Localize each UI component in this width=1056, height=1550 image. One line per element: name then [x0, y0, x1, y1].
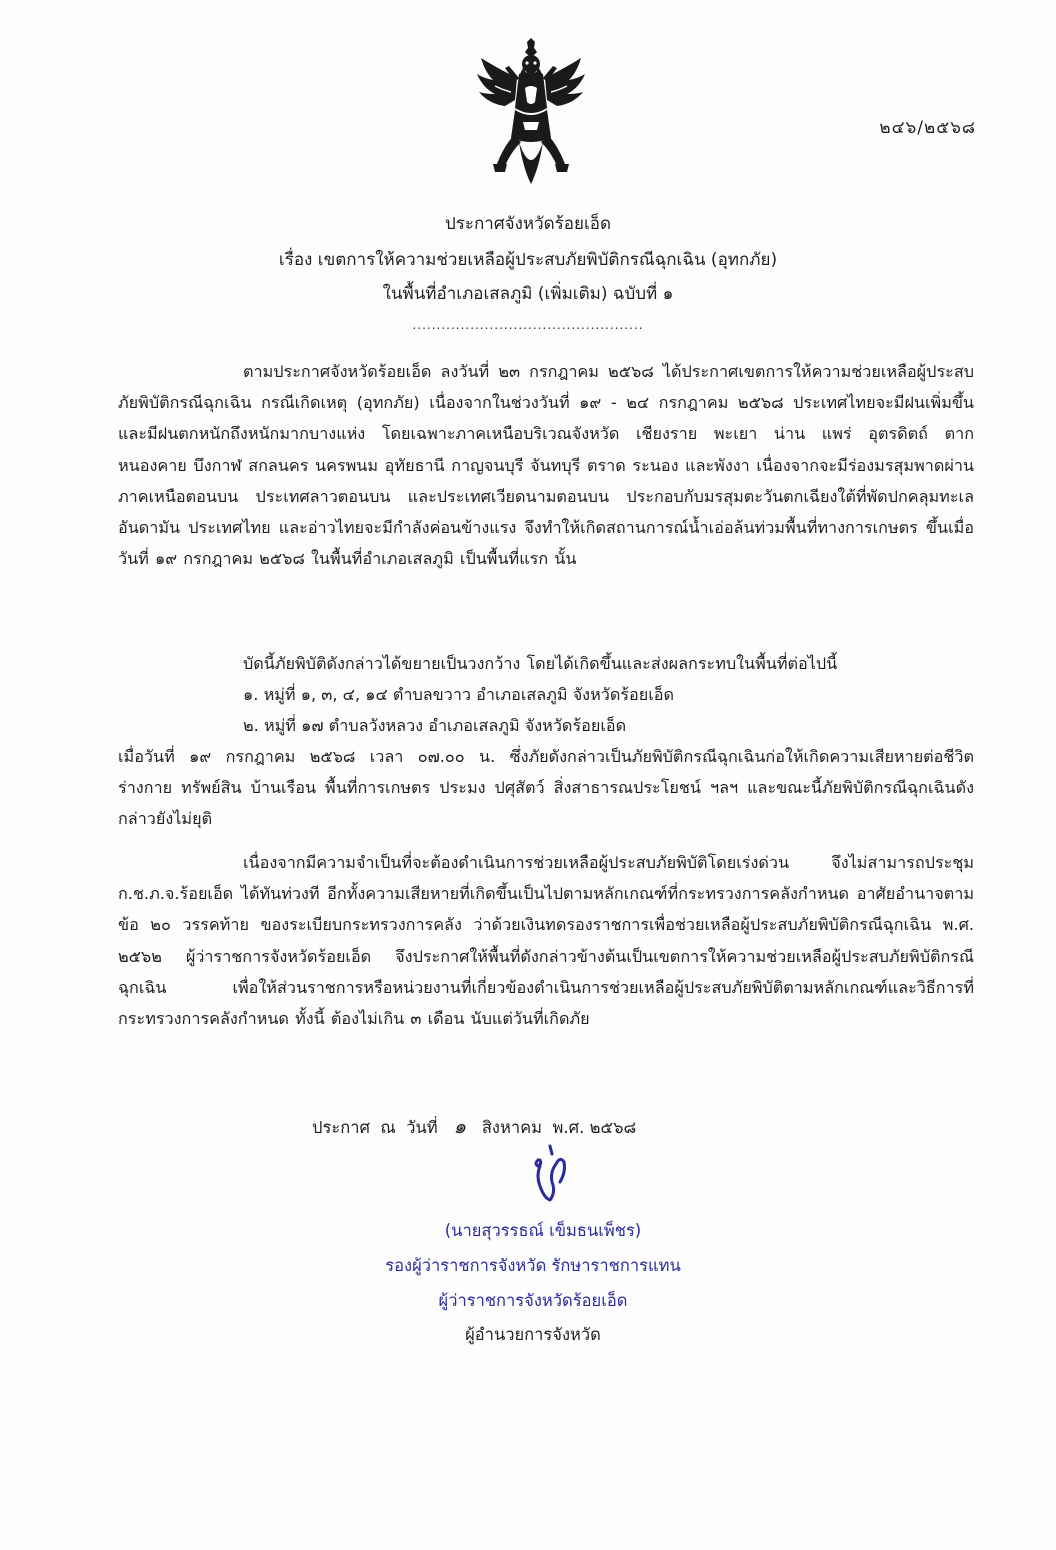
list-item: ๒. หมู่ที่ ๑๗ ตำบลวังหลวง อำเภอเสลภูมิ จังหวัดร้อยเอ็ด — [243, 716, 627, 736]
body-paragraph-2: บัดนี้ภัยพิบัติดังกล่าวได้ขยายเป็นวงกว้าง โดยได้เกิดขึ้นและส่งผลกระทบในพื้นที่ต่อไปนี้ — [243, 654, 838, 673]
announcement-subject-line2: ในพื้นที่อำเภอเสลภูมิ (เพิ่มเติม) ฉบับที่ ๑ — [382, 284, 674, 304]
announcement-subject: เรื่อง เขตการให้ความช่วยเหลือผู้ประสบภัยพิบัติกรณีฉุกเฉิน (อุทกภัย) — [278, 250, 778, 270]
signatory-role: ผู้อำนวยการจังหวัด — [465, 1325, 601, 1344]
signatory-name: (นายสุวรรธณ์ เข็มธนเพ็ชร) — [444, 1221, 642, 1240]
announcement-title: ประกาศจังหวัดร้อยเอ็ด — [444, 214, 612, 234]
heading-separator: ................................................ — [412, 318, 644, 332]
signatory-title: ผู้ว่าราชการจังหวัดร้อยเอ็ด — [438, 1291, 628, 1310]
list-item: ๑. หมู่ที่ ๑, ๓, ๔, ๑๔ ตำบลขวาว อำเภอเสลภูมิ จังหวัดร้อยเอ็ด — [243, 685, 675, 704]
garuda-emblem-icon — [475, 38, 587, 188]
handwritten-signature-icon — [520, 1142, 580, 1214]
affected-area-list — [118, 679, 974, 741]
date-day: ๑ — [453, 1114, 467, 1138]
body-paragraph-3: เมื่อวันที่ ๑๙ กรกฎาคม ๒๕๖๘ เวลา ๐๗.๐๐ น. ซึ่งภัยดังกล่าวเป็นภัยพิบัติกรณีฉุกเฉินก่อให้เกิดความเสียหายต่อชีวิต ร่างกาย ทรัพย์สิน บ้านเรือน พื้นที่การเกษตร ประมง ปศุสัตว์ สิ่งสาธารณประโยชน์ ฯลฯ และขณะนี้ภัยพิบัติกรณีฉุกเฉินดังกล่าวยังไม่ยุติ — [118, 747, 974, 829]
body-paragraph-4: เนื่องจากมีความจำเป็นที่จะต้องดำเนินการช่วยเหลือผู้ประสบภัยพิบัติโดยเร่งด่วน จึงไม่สามารถประชุม ก.ช.ภ.จ.ร้อยเอ็ด ได้ทันท่วงที อีกทั้งความเสียหายที่เกิดขึ้นเป็นไปตามหลักเกณฑ์ที่กระทรวงการคลังกำหนด อาศัยอำนาจตาม ข้อ ๒๐ วรรคท้าย ของระเบียบกระทรวงการคลัง ว่าด้วยเงินทดรองราชการเพื่อช่วยเหลือผู้ประสบภัยพิบัติกรณีฉุกเฉิน พ.ศ. ๒๕๖๒ ผู้ว่าราชการจังหวัดร้อยเอ็ด จึงประกาศให้พื้นที่ดังกล่าวข้างต้นเป็นเขตการให้ความช่วยเหลือผู้ประสบภัยพิบัติกรณีฉุกเฉิน เพื่อให้ส่วนราชการหรือหน่วยงานที่เกี่ยวข้องดำเนินการช่วยเหลือผู้ประสบภัยพิบัติตามหลักเกณฑ์และวิธีการที่กระทรวงการคลังกำหนด ทั้งนี้ ต้องไม่เกิน ๓ เดือน นับแต่วันที่เกิดภัย — [118, 853, 974, 1029]
date-month-year: สิงหาคม พ.ศ. ๒๕๖๘ — [481, 1118, 637, 1137]
announcement-date — [312, 1110, 636, 1142]
signatory-title: รองผู้ว่าราชการจังหวัด รักษาราชการแทน — [385, 1256, 681, 1275]
document-number: ๒๔๖/๒๕๖๘ — [879, 118, 976, 138]
body-paragraph-1: ตามประกาศจังหวัดร้อยเอ็ด ลงวันที่ ๒๓ กรกฎาคม ๒๕๖๘ ได้ประกาศเขตการให้ความช่วยเหลือผู้ประสบภัยพิบัติกรณีฉุกเฉิน กรณีเกิดเหตุ (อุทกภัย) เนื่องจากในช่วงวันที่ ๑๙ - ๒๔ กรกฎาคม ๒๕๖๘ ประเทศไทยจะมีฝนเพิ่มขึ้น และมีฝนตกหนักถึงหนักมากบางแห่ง โดยเฉพาะภาคเหนือบริเวณจังหวัด เชียงราย พะเยา น่าน แพร่ อุตรดิตถ์ ตาก หนองคาย บึงกาฬ สกลนคร นครพนม อุทัยธานี กาญจนบุรี จันทบุรี ตราด ระนอง และพังงา เนื่องจากจะมีร่องมรสุมพาดผ่านภาคเหนือตอนบน ประเทศลาวตอนบน และประเทศเวียดนามตอนบน ประกอบกับมรสุมตะวันตกเฉียงใต้ที่พัดปกคลุมทะเลอันดามัน ประเทศไทย และอ่าวไทยจะมีกำลังค่อนข้างแรง จึงทำให้เกิดสถานการณ์น้ำเอ่อล้นท่วมพื้นที่ทางการเกษตร ขึ้นเมื่อวันที่ ๑๙ กรกฎาคม ๒๕๖๘ ในพื้นที่อำเภอเสลภูมิ เป็นพื้นที่แรก นั้น — [118, 362, 974, 569]
date-prefix: ประกาศ ณ วันที่ — [312, 1118, 438, 1137]
